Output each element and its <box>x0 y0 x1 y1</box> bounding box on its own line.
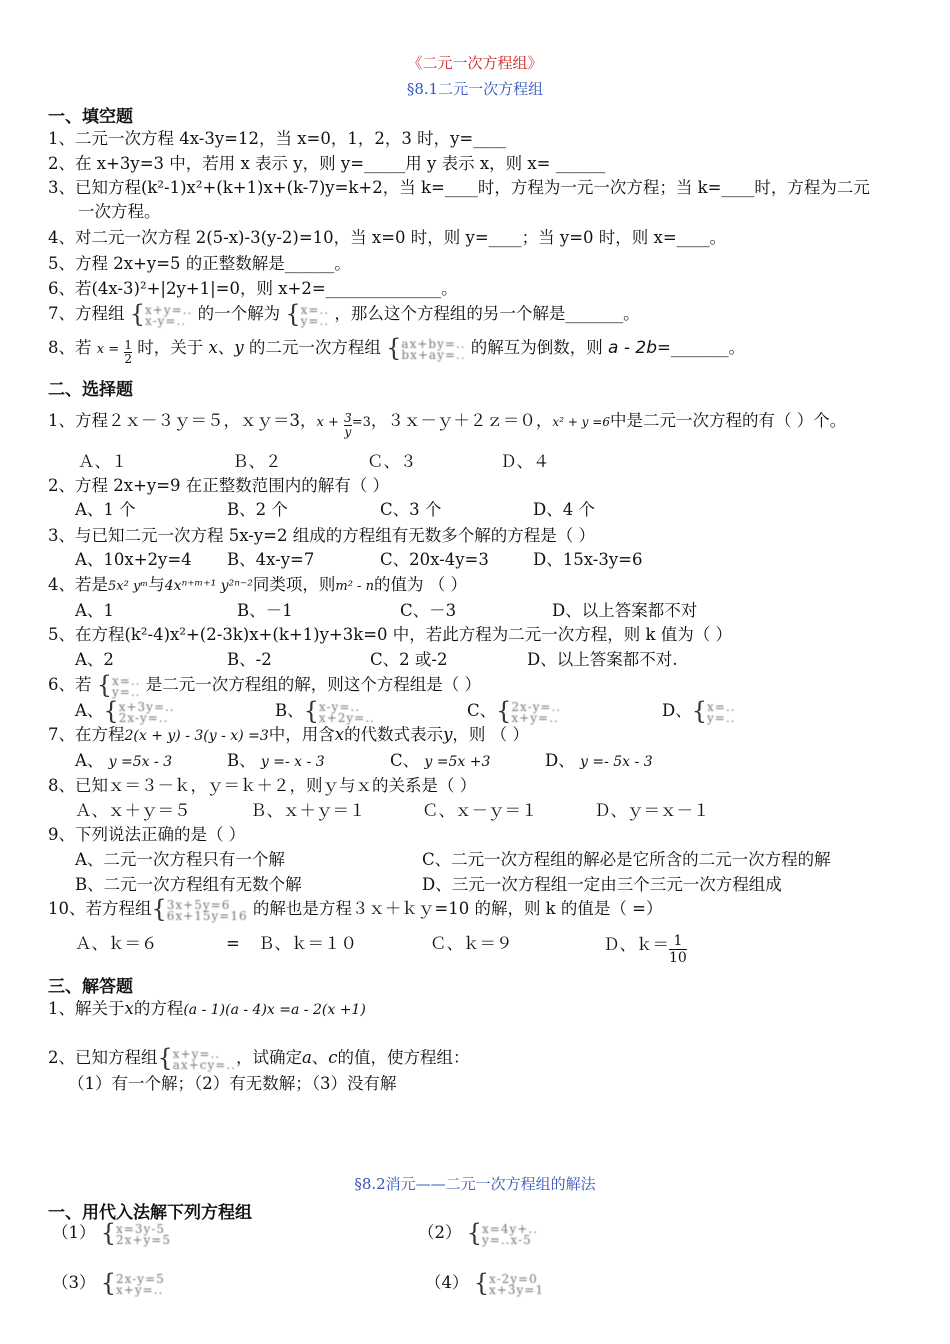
separator: 、 <box>217 338 235 357</box>
choice-q7-a: A、 y =5x - 3 <box>75 751 173 770</box>
section-heading-fill: 一、填空题 <box>48 107 133 127</box>
math-expr: =3 <box>351 415 371 430</box>
choice-q5-a: A、2 <box>75 650 114 669</box>
math-expr: 2(x + y) - 3(y - x) =3 <box>124 728 269 744</box>
choice-q1-fraction: $\frac{3}{y}$ <box>344 411 352 439</box>
solve-q2-cases: （1）有一个解；（2）有无数解；（3）没有解 <box>68 1074 397 1093</box>
fill-q7-system: x+y=.. x-y=.. <box>145 303 193 328</box>
choice-q7-c: C、 y =5x +3 <box>390 751 491 770</box>
math-expr: x + <box>316 415 339 430</box>
choice-q1-b: Ｂ、２ <box>232 452 282 471</box>
solve-q2-text: 2、已知方程组 <box>48 1048 158 1067</box>
section-title-8-2: §8.2消元——二元一次方程组的解法 <box>354 1175 596 1193</box>
choice-q10-eq: = <box>226 934 240 953</box>
choice-q1-text3: 中是二元一次方程的有（ ）个。 <box>609 411 847 430</box>
fill-q7-suffix: ，那么这个方程组的另一个解是_______。 <box>334 304 640 323</box>
sub-q4: （4） {x-2y=0 x+3y=1 <box>425 1269 544 1297</box>
choice-q3-d: D、15x-3y=6 <box>533 550 643 569</box>
fill-q1: 1、二元一次方程 4x-3y=12，当 x=0，1，2，3 时，y=____ <box>48 129 507 148</box>
choice-q10-text: 10、若方程组 <box>48 899 152 918</box>
choice-q6-text2: 是二元一次方程组的解，则这个方程组是（ ） <box>145 675 481 694</box>
brace-icon: { <box>96 671 113 699</box>
fill-q8-suffix: =_______。 <box>657 338 746 357</box>
choice-q6-solution: x=.. y=.. <box>112 674 141 699</box>
choice-q8-c: Ｃ、ｘ－ｙ＝１ <box>422 801 538 820</box>
fill-q8-mid2: 的二元一次方程组 <box>248 338 381 357</box>
choice-q9: 9、下列说法正确的是（ ） <box>48 825 246 844</box>
choice-q8-b: Ｂ、ｘ＋ｙ＝１ <box>250 801 366 820</box>
brace-icon: { <box>466 1219 483 1247</box>
sub-q2-system: x=4y+.. y=..x-5 <box>482 1222 538 1247</box>
fill-q8-expr: a - 2b <box>608 338 658 358</box>
sub-q1-system: x=3y-5 2x+y=5 <box>116 1222 171 1247</box>
section-heading-solve: 三、解答题 <box>48 977 133 997</box>
choice-q7-text4: ，则 （ ） <box>452 725 529 744</box>
choice-q10 <box>48 895 663 923</box>
fill-q7-mid: 的一个解为 <box>197 304 281 323</box>
solve-q2 <box>48 1044 470 1072</box>
choice-q8: 8、已知ｘ＝３－ｋ，ｙ＝ｋ＋２，则ｙ与ｘ的关系是（ ） <box>48 776 477 795</box>
choice-q10-d: Ｄ、ｋ＝ $\frac{1}{10}$ <box>603 933 687 966</box>
choice-q4-text3: 同类项，则 <box>252 575 336 594</box>
fill-q3: 3、已知方程(k²-1)x²+(k+1)x+(k-7)y=k+2，当 k=____时，方程为一元一次方程；当 k=____时，方程为二元 <box>48 178 870 197</box>
brace-icon: { <box>100 1219 117 1247</box>
choice-q8-d: Ｄ、ｙ＝ｘ－１ <box>594 801 710 820</box>
choice-q3-b: B、4x-y=7 <box>227 550 315 569</box>
fill-q8-system: ax+by=.. bx+ay=.. <box>401 337 466 362</box>
fill-q5: 5、方程 2x+y=5 的正整数解是______。 <box>48 254 351 273</box>
choice-q7 <box>48 724 529 747</box>
choice-q3-a: A、10x+2y=4 <box>75 550 192 569</box>
choice-q5: 5、在方程(k²-4)x²+(2-3k)x+(k+1)y+3k=0 中，若此方程为二元一次方程，则 k 值为（ ） <box>48 625 733 644</box>
choice-q6-text: 6、若 <box>48 675 92 694</box>
choice-q2-d: D、4 个 <box>533 500 595 519</box>
choice-q4-a: A、1 <box>75 601 114 620</box>
choice-q5-d: D、以上答案都不对. <box>527 650 678 669</box>
choice-q2-c: C、3 个 <box>380 500 442 519</box>
choice-q7-b: B、 y =- x - 3 <box>227 751 325 770</box>
brace-icon: { <box>285 300 301 328</box>
math-expr: (a - 1)(a - 4)x =a - 2(x +1) <box>183 1002 366 1018</box>
sub-q3: （3） {2x-y=5 x+y=.. <box>52 1269 165 1297</box>
fill-q8-fraction: $\frac{1}{2}$ <box>124 338 132 366</box>
choice-q6-d: D、{x=.. y=.. <box>662 697 736 725</box>
choice-q6-b: B、{x-y=.. x+2y=.. <box>275 697 375 725</box>
fill-q6: 6、若(4x-3)²+|2y+1|=0，则 x+2=______________。 <box>48 279 458 298</box>
brace-icon: { <box>303 697 319 725</box>
sub-q3-system: 2x-y=5 x+y=.. <box>116 1272 165 1297</box>
choice-q4-text2: 与 <box>148 575 165 594</box>
choice-q6-c: C、{2x-y=.. x+y=.. <box>467 697 562 725</box>
choice-q8-a: Ａ、ｘ＋ｙ＝５ <box>75 801 191 820</box>
var-y: y <box>443 725 453 744</box>
math-expr: m² - n <box>335 579 374 594</box>
choice-q7-text3: 的代数式表示 <box>344 725 444 744</box>
brace-icon: { <box>691 697 708 725</box>
fill-q3-cont: 一次方程。 <box>78 202 161 221</box>
solve-q2-text2: ，试确定 <box>235 1048 302 1067</box>
choice-q6-a: A、{x+3y=.. 2x-y=.. <box>75 697 175 725</box>
choice-q7-text2: 中，用含 <box>268 725 335 744</box>
choice-q3: 3、与已知二元一次方程 5x-y=2 组成的方程组有无数多个解的方程是（ ） <box>48 526 595 545</box>
solve-q2-system: x+y=.. ax+cy=.. <box>172 1047 236 1072</box>
brace-icon: { <box>157 1044 173 1072</box>
choice-q6 <box>48 671 481 699</box>
choice-q1-text: 1、方程２ｘ－３ｙ＝５，ｘｙ＝3， <box>48 411 317 430</box>
choice-q10-c: Ｃ、ｋ＝９ <box>430 934 513 953</box>
solve-q1-text: 1、解关于 <box>48 999 125 1018</box>
solve-q1-text2: 的方程 <box>133 999 184 1018</box>
choice-q4-c: C、－3 <box>400 601 457 620</box>
separator: 、 <box>311 1048 329 1067</box>
choice-q4-text4: 的值为 （ ） <box>373 575 467 594</box>
fill-q8 <box>48 334 746 366</box>
fill-q7 <box>48 300 640 328</box>
math-expr: 4xⁿ⁺ᵐ⁺¹ y²ⁿ⁻² <box>164 578 253 594</box>
fill-q2: 2、在 x+3y=3 中，若用 x 表示 y，则 y=_____用 y 表示 x，则 x= ______ <box>48 154 606 173</box>
choice-q9-d: D、三元一次方程组一定由三个三元一次方程组成 <box>422 875 782 894</box>
choice-q2: 2、方程 2x+y=9 在正整数范围内的解有（ ） <box>48 476 390 495</box>
var-c: c <box>328 1048 338 1067</box>
math-expr: 5x² yᵐ <box>108 579 149 594</box>
choice-q7-text: 7、在方程 <box>48 725 125 744</box>
brace-icon: { <box>151 895 167 923</box>
document-title: 《二元一次方程组》 <box>407 54 543 72</box>
sub-q4-system: x-2y=0 x+3y=1 <box>489 1272 544 1297</box>
fill-q8-prefix: 8、若 <box>48 338 92 357</box>
var-y: y <box>234 338 244 357</box>
brace-icon: { <box>496 697 512 725</box>
brace-icon: { <box>473 1269 490 1297</box>
choice-q10-a: Ａ、ｋ＝６ <box>75 934 158 953</box>
fill-q8-mid: 时，关于 <box>137 338 204 357</box>
choice-q4-b: B、－1 <box>237 601 293 620</box>
choice-q2-a: A、1 个 <box>75 500 136 519</box>
choice-q4-text: 4、若是 <box>48 575 108 594</box>
choice-q1-c: Ｃ、３ <box>367 452 417 471</box>
choice-q3-c: C、20x-4y=3 <box>380 550 489 569</box>
choice-q2-b: B、2 个 <box>227 500 288 519</box>
math-expr: x² + y =6 <box>552 415 610 429</box>
brace-icon: { <box>103 697 119 725</box>
brace-icon: { <box>100 1269 117 1297</box>
fill-q8-cond: x = <box>96 342 120 357</box>
solve-q2-text3: 的值，使方程组： <box>337 1048 470 1067</box>
choice-q9-a: A、二元一次方程只有一个解 <box>75 850 285 869</box>
sub-q1: （1） {x=3y-5 2x+y=5 <box>52 1219 171 1247</box>
choice-q5-b: B、-2 <box>227 650 272 669</box>
section-title-8-1: §8.1二元一次方程组 <box>406 80 544 98</box>
var-x: x <box>208 338 218 357</box>
choice-q10-system: 3x+5y=6 6x+15y=16 <box>166 898 248 923</box>
section-heading-substitution: 一、用代入法解下列方程组 <box>48 1203 252 1223</box>
fill-q4: 4、对二元一次方程 2(5-x)-3(y-2)=10，当 x=0 时，则 y=____；当 y=0 时，则 x=____。 <box>48 228 727 247</box>
fill-q7-prefix: 7、方程组 <box>48 304 125 323</box>
choice-q1 <box>48 410 846 439</box>
sub-q2: （2） {x=4y+.. y=..x-5 <box>418 1219 538 1247</box>
choice-q10-fraction: $\frac{1}{10}$ <box>669 933 687 966</box>
choice-q10-b: Ｂ、ｋ＝１０ <box>258 934 357 953</box>
choice-q1-a: Ａ、１ <box>78 452 128 471</box>
brace-icon: { <box>129 300 146 328</box>
var-a: a <box>301 1048 312 1067</box>
choice-q5-c: C、2 或-2 <box>370 650 448 669</box>
choice-q4-d: D、以上答案都不对 <box>552 601 698 620</box>
choice-q1-d: Ｄ、４ <box>500 452 550 471</box>
fill-q7-solution: x=.. y=.. <box>300 303 330 328</box>
choice-q4 <box>48 574 467 598</box>
choice-q10-text2: 的解也是方程３ｘ＋ｋｙ=10 的解，则 k 的值是（ =） <box>252 899 663 918</box>
fill-q8-mid3: 的解互为倒数，则 <box>470 338 603 357</box>
var-x: x <box>334 725 345 744</box>
choice-q1-text2: ，３ｘ－ｙ＋２ｚ＝０， <box>370 411 553 430</box>
section-heading-choice: 二、选择题 <box>48 380 133 400</box>
choice-q9-c: C、二元一次方程组的解必是它所含的二元一次方程的解 <box>422 850 831 869</box>
solve-q1 <box>48 998 366 1021</box>
var-x: x <box>124 999 134 1018</box>
brace-icon: { <box>386 334 402 362</box>
choice-q7-d: D、 y =- 5x - 3 <box>545 751 653 770</box>
choice-q9-b: B、二元一次方程组有无数个解 <box>75 875 302 894</box>
